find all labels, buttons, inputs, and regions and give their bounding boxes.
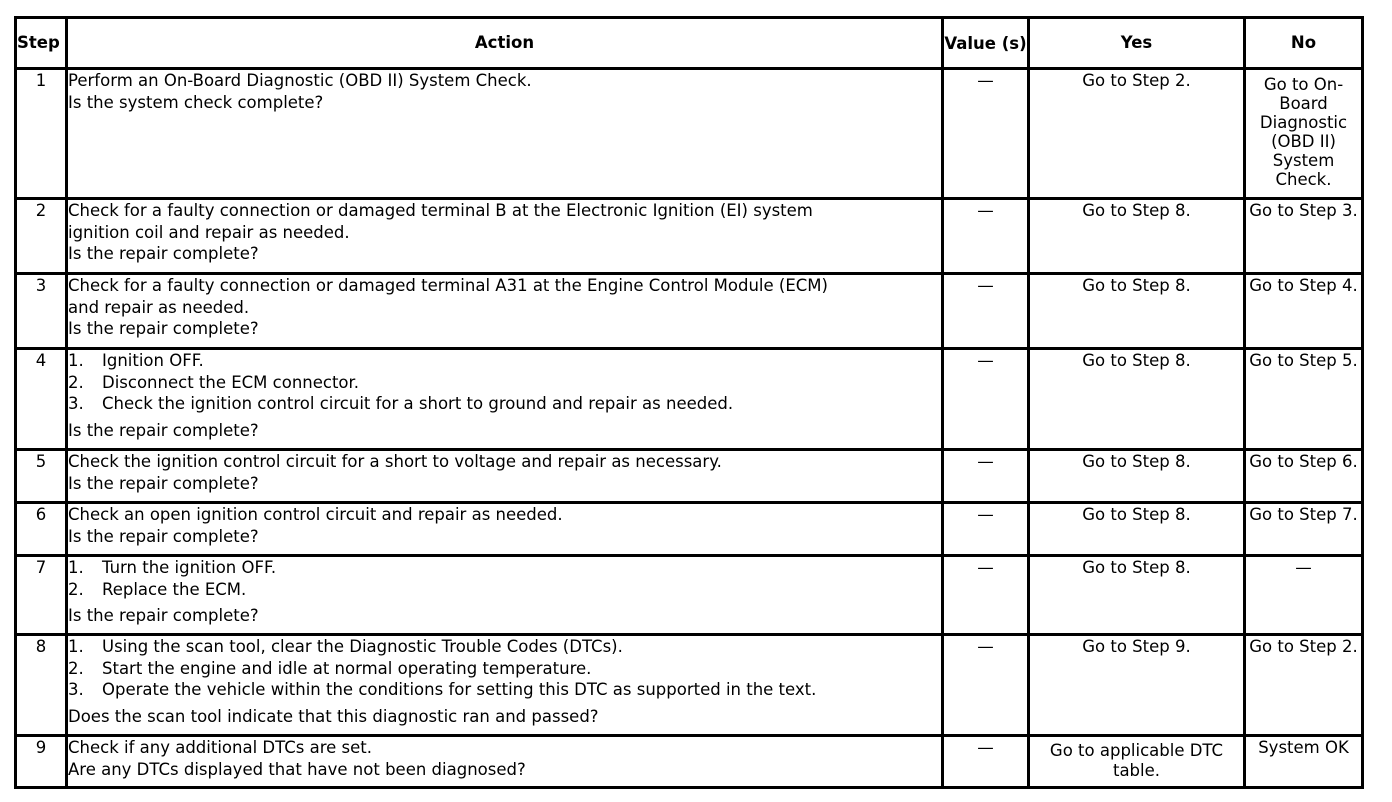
list-item [68,350,941,372]
value-dash: — [977,505,994,524]
value-dash: — [977,71,994,90]
action-question: Does the scan tool indicate that this diagnostic ran and passed? [68,706,599,726]
list-item [68,658,941,680]
list-number: 1. [68,351,84,370]
action-line: Check if any additional DTCs are set. [68,738,372,757]
action-line: Is the repair complete? [68,244,259,263]
list-item [68,393,941,415]
no-cell: Go to On-Board Diagnostic (OBD II) System Check. [1245,69,1363,199]
yes-cell: Go to Step 8. [1029,274,1245,349]
yes-cell: Go to Step 2. [1029,69,1245,199]
step-number: 6 [16,503,67,556]
action-line: Perform an On-Board Diagnostic (OBD II) System Check. [68,71,532,90]
table-row [16,69,1363,199]
diagnostic-table [14,16,1364,789]
yes-cell: Go to Step 8. [1029,349,1245,450]
no-cell [1245,556,1363,635]
step-number: 5 [16,450,67,503]
value-dash: — [977,558,994,577]
list-number: 2. [68,658,84,678]
yes-cell: Go to Step 8. [1029,450,1245,503]
action-cell [67,450,943,503]
table-row [16,199,1363,274]
action-line: ignition coil and repair as needed. [68,222,350,242]
list-text: Using the scan tool, clear the Diagnostic Trouble Codes (DTCs). [102,637,623,656]
value-cell [943,503,1029,556]
action-question: Is the repair complete? [68,420,259,440]
yes-cell: Go to Step 9. [1029,635,1245,736]
step-number: 3 [16,274,67,349]
action-line: Is the repair complete? [68,526,259,546]
no-dash: — [1295,558,1312,577]
table-row [16,274,1363,349]
header-no: No [1245,18,1363,69]
header-value [943,18,1029,69]
action-question: Is the repair complete? [68,606,259,625]
action-line: Check for a faulty connection or damaged terminal A31 at the Engine Control Module (ECM) [68,276,828,295]
value-cell [943,450,1029,503]
list-item [68,372,941,394]
step-number: 9 [16,736,67,788]
list-item [68,636,941,658]
action-cell [67,69,943,199]
yes-cell: Go to Step 8. [1029,503,1245,556]
action-cell [67,736,943,788]
list-number: 1. [68,637,84,656]
list-text: Replace the ECM. [102,579,247,599]
table-row [16,450,1363,503]
value-dash: — [977,738,994,757]
no-cell: System OK [1245,736,1363,788]
action-line: Is the repair complete? [68,473,259,493]
action-cell [67,635,943,736]
no-cell: Go to Step 4. [1245,274,1363,349]
action-cell [67,199,943,274]
action-cell [67,503,943,556]
no-cell: Go to Step 7. [1245,503,1363,556]
step-number: 8 [16,635,67,736]
step-number: 1 [16,69,67,199]
header-yes: Yes [1029,18,1245,69]
value-dash: — [977,351,994,370]
action-line: Check for a faulty connection or damaged terminal B at the Electronic Ignition (EI) system [68,201,813,220]
no-cell: Go to Step 2. [1245,635,1363,736]
action-line: and repair as needed. [68,297,250,317]
value-cell [943,69,1029,199]
header-step: Step [16,18,67,69]
list-text: Ignition OFF. [102,351,204,370]
value-cell [943,635,1029,736]
value-cell [943,349,1029,450]
value-dash: — [977,452,994,471]
list-text: Start the engine and idle at normal operating temperature. [102,658,592,678]
yes-cell: Go to applicable DTC table. [1029,736,1245,788]
action-cell [67,274,943,349]
list-item [68,679,941,701]
action-line: Is the system check complete? [68,92,324,112]
list-item [68,557,941,579]
header-value-text: Value (s) [944,33,1027,53]
table-row [16,556,1363,635]
step-number: 4 [16,349,67,450]
table-row [16,736,1363,788]
yes-cell: Go to Step 8. [1029,199,1245,274]
list-number: 2. [68,579,84,599]
value-dash: — [977,637,994,656]
value-cell [943,274,1029,349]
action-line: Is the repair complete? [68,319,259,338]
list-text: Turn the ignition OFF. [102,558,277,577]
list-text: Operate the vehicle within the conditions for setting this DTC as supported in the text. [102,680,817,699]
list-number: 3. [68,680,84,699]
value-dash: — [977,276,994,295]
action-cell [67,349,943,450]
list-item [68,579,941,601]
action-line: Check the ignition control circuit for a short to voltage and repair as necessary. [68,452,722,471]
value-cell [943,199,1029,274]
table-row [16,503,1363,556]
value-cell [943,556,1029,635]
action-cell [67,556,943,635]
list-text: Disconnect the ECM connector. [102,372,360,392]
step-number: 2 [16,199,67,274]
value-dash: — [977,201,994,220]
list-number: 1. [68,558,84,577]
header-action: Action [67,18,943,69]
no-cell: Go to Step 5. [1245,349,1363,450]
step-number: 7 [16,556,67,635]
header-row [16,18,1363,69]
list-number: 2. [68,372,84,392]
table-row [16,635,1363,736]
list-text: Check the ignition control circuit for a short to ground and repair as needed. [102,394,734,413]
table-row [16,349,1363,450]
no-cell: Go to Step 3. [1245,199,1363,274]
value-cell [943,736,1029,788]
no-cell: Go to Step 6. [1245,450,1363,503]
yes-cell: Go to Step 8. [1029,556,1245,635]
action-line: Check an open ignition control circuit and repair as needed. [68,505,563,524]
list-number: 3. [68,394,84,413]
action-line: Are any DTCs displayed that have not been diagnosed? [68,759,526,779]
